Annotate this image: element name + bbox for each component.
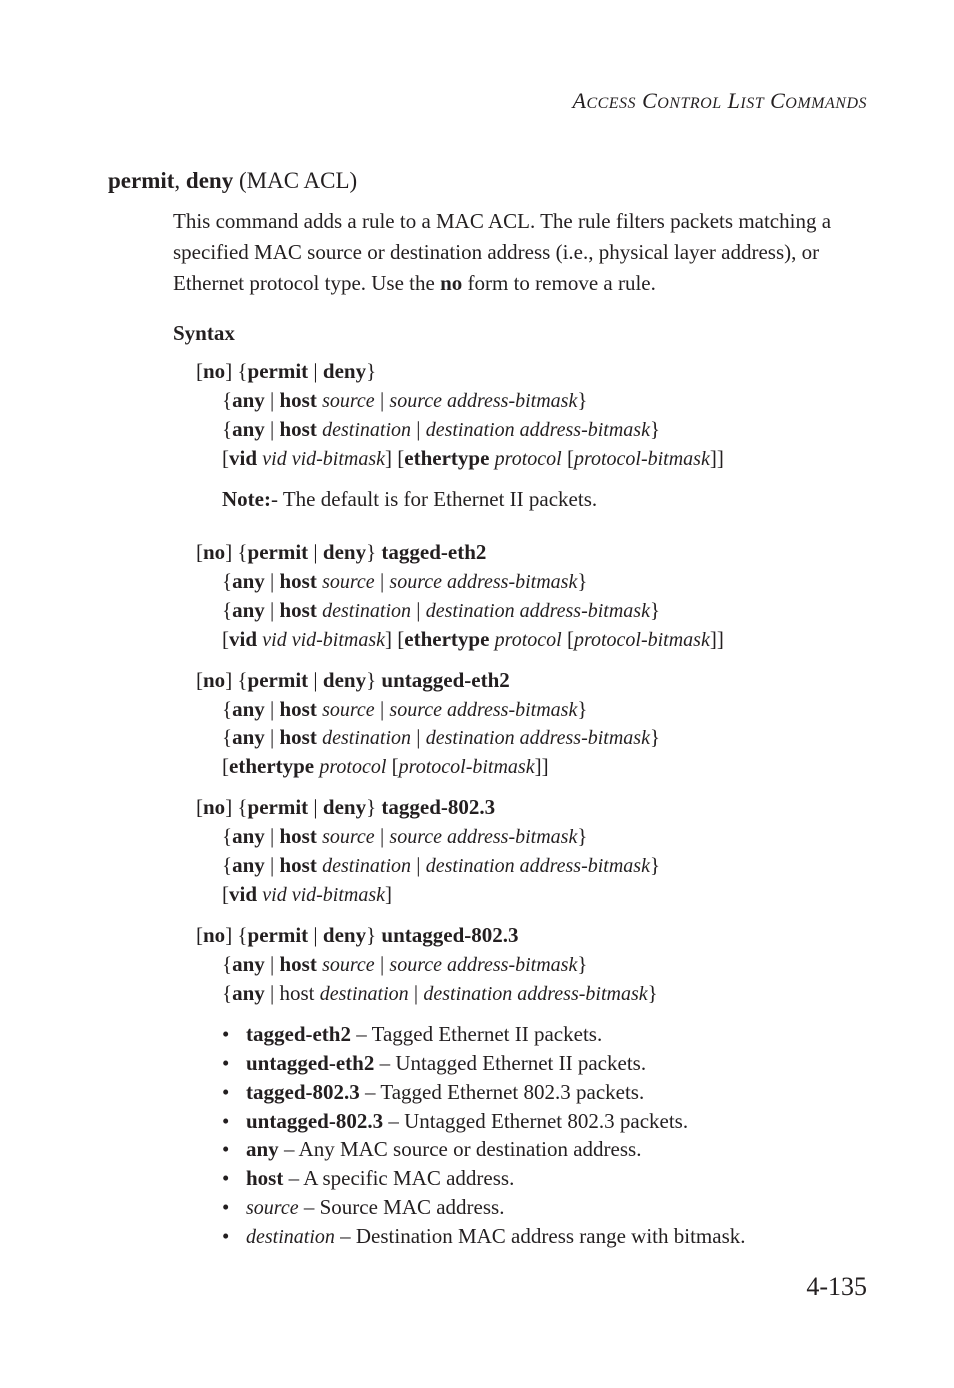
intro-paragraph: This command adds a rule to a MAC ACL. The rule filters packets matching a specified MAC source or destination address (i.e., physical layer address), or Ethernet protocol type. Use the no form to remove a rule. [173, 209, 832, 295]
section-title: permit, deny (MAC ACL) [108, 168, 358, 193]
list-item: • untagged-802.3 – Untagged Ethernet 802.3 packets. [222, 1109, 689, 1133]
page-number: 4-135 [806, 1272, 867, 1301]
syntax-line: {any | host destination | destination address-bitmask} [222, 598, 661, 622]
syntax-line: {any | host destination | destination address-bitmask} [222, 853, 661, 877]
syntax-line: {any | host source | source address-bitmask} [222, 824, 588, 848]
syntax-line: [no] {permit | deny} tagged-eth2 [196, 540, 487, 564]
syntax-line: [vid vid vid-bitmask] [222, 882, 393, 906]
list-item: • untagged-eth2 – Untagged Ethernet II packets. [222, 1051, 647, 1075]
syntax-line: {any | host source | source address-bitmask} [222, 952, 588, 976]
list-item: • tagged-802.3 – Tagged Ethernet 802.3 packets. [222, 1080, 645, 1104]
syntax-line: [vid vid vid-bitmask] [ethertype protocol [protocol-bitmask]] [222, 446, 724, 470]
syntax-line: [no] {permit | deny} tagged-802.3 [196, 795, 496, 819]
syntax-line: {any | host destination | destination address-bitmask} [222, 981, 658, 1005]
list-item: • tagged-eth2 – Tagged Ethernet II packets. [222, 1022, 603, 1046]
syntax-line: [vid vid vid-bitmask] [ethertype protocol [protocol-bitmask]] [222, 627, 724, 651]
syntax-line: {any | host source | source address-bitmask} [222, 569, 588, 593]
syntax-line: [no] {permit | deny} [196, 359, 377, 383]
syntax-line: {any | host source | source address-bitmask} [222, 697, 588, 721]
syntax-line: {any | host source | source address-bitmask} [222, 388, 588, 412]
syntax-line: [no] {permit | deny} untagged-802.3 [196, 923, 519, 947]
list-item: • any – Any MAC source or destination address. [222, 1137, 642, 1161]
list-item: • destination – Destination MAC address range with bitmask. [222, 1224, 746, 1248]
syntax-line: {any | host destination | destination address-bitmask} [222, 725, 661, 749]
syntax-line: [no] {permit | deny} untagged-eth2 [196, 668, 510, 692]
syntax-line: [ethertype protocol [protocol-bitmask]] [222, 754, 549, 778]
list-item: • host – A specific MAC address. [222, 1166, 515, 1190]
syntax-note: Note:- The default is for Ethernet II packets. [222, 487, 598, 511]
syntax-line: {any | host destination | destination address-bitmask} [222, 417, 661, 441]
syntax-heading: Syntax [173, 321, 235, 345]
list-item: • source – Source MAC address. [222, 1195, 505, 1219]
running-header: ACCESS CONTROL LIST COMMANDS [572, 88, 867, 113]
